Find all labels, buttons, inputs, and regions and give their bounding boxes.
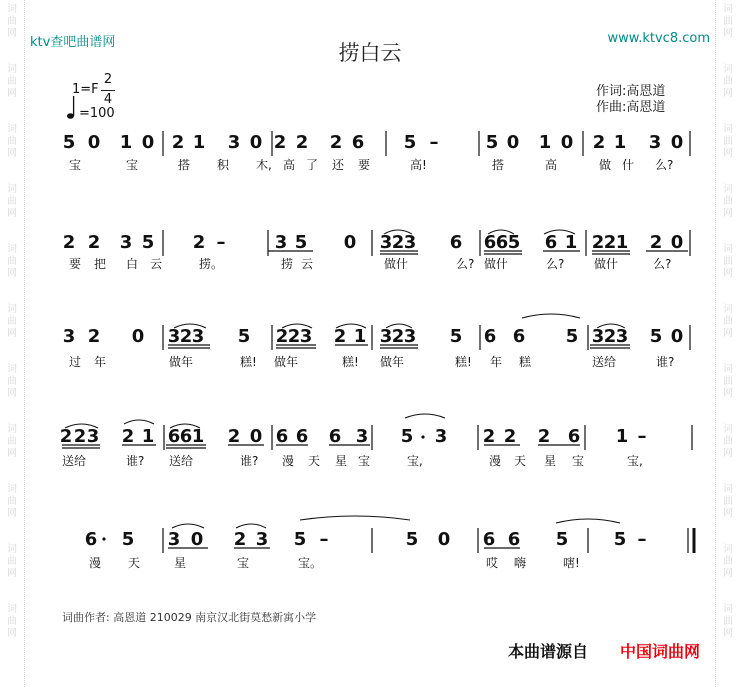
- strip-char: 曲: [7, 436, 17, 447]
- strip-char: 词: [7, 364, 17, 375]
- score-note: 0: [670, 132, 684, 153]
- score-lyric: 高!: [410, 158, 427, 172]
- score-lyric: 宝。: [298, 556, 323, 570]
- score-lyric: 嗐!: [563, 556, 580, 570]
- score-note: 6: [84, 529, 98, 550]
- augmentation-dot: [421, 435, 424, 438]
- score-note: –: [429, 132, 439, 153]
- score-lyric: 么?: [655, 158, 674, 172]
- strip-char: 曲: [723, 256, 733, 267]
- score-note: 1: [538, 132, 552, 153]
- strip-char: 网: [723, 88, 733, 99]
- score-note: 3: [62, 326, 76, 347]
- score-lyric: 宝: [572, 454, 585, 468]
- score-lyric: 漫: [282, 454, 295, 468]
- score-note: 5: [507, 232, 521, 253]
- score-lyric: 高: [283, 158, 296, 172]
- score-note: 1: [192, 132, 206, 153]
- strip-char: 曲: [723, 316, 733, 327]
- score-note: 5: [294, 232, 308, 253]
- score-note: 5: [237, 326, 251, 347]
- tempo-marking: =100: [79, 106, 115, 121]
- score-note: 5: [293, 529, 307, 550]
- score-lyric: 么?: [456, 257, 475, 271]
- strip-char: 网: [723, 148, 733, 159]
- strip-char: 曲: [7, 16, 17, 27]
- score-note: 3: [615, 326, 629, 347]
- key-signature: 1=F: [72, 82, 99, 97]
- score-note: 2: [227, 426, 241, 447]
- score-note: 6: [495, 232, 509, 253]
- site-watermark-right: www.ktvc8.com: [607, 31, 710, 46]
- strip-char: 网: [7, 208, 17, 219]
- score-note: 3: [379, 326, 393, 347]
- score-lyric: 还: [332, 158, 345, 172]
- score-lyric: 么?: [653, 257, 672, 271]
- score-note: 6: [482, 529, 496, 550]
- score-lyric: 宝: [69, 158, 82, 172]
- slur-arc: [124, 420, 154, 424]
- score-note: 2: [503, 426, 517, 447]
- score-lyric: 要: [358, 158, 371, 172]
- score-note: 3: [591, 326, 605, 347]
- strip-char: 网: [723, 268, 733, 279]
- strip-char: 词: [723, 244, 733, 255]
- score-note: 1: [615, 232, 629, 253]
- strip-char: 曲: [7, 256, 17, 267]
- score-lyric: 宝,: [627, 454, 643, 468]
- strip-char: 词: [7, 4, 17, 15]
- score-lyric: 宝: [126, 158, 139, 172]
- score-note: 3: [434, 426, 448, 447]
- strip-char: 词: [7, 244, 17, 255]
- score-note: 3: [648, 132, 662, 153]
- score-note: 0: [249, 132, 263, 153]
- score-lyric: 宝: [358, 454, 371, 468]
- strip-char: 词: [723, 424, 733, 435]
- score-lyric: 做年: [274, 355, 299, 369]
- score-note: 3: [167, 529, 181, 550]
- strip-char: 曲: [7, 316, 17, 327]
- strip-char: 曲: [723, 616, 733, 627]
- strip-char: 词: [723, 4, 733, 15]
- score-lyric: 做什: [384, 257, 409, 271]
- strip-char: 曲: [723, 496, 733, 507]
- score-lyric: 把: [94, 257, 107, 271]
- score-note: 6: [179, 426, 193, 447]
- score-lyric: 星: [335, 454, 348, 468]
- score-note: 5: [121, 529, 135, 550]
- score-lyric: 了: [306, 158, 319, 172]
- strip-char: 网: [723, 448, 733, 459]
- strip-char: 词: [7, 184, 17, 195]
- score-lyric: 糕!: [455, 355, 472, 369]
- score-note: 1: [615, 426, 629, 447]
- score-lyric: 搭: [492, 158, 505, 172]
- strip-char: 网: [723, 28, 733, 39]
- score-note: 5: [565, 326, 579, 347]
- strip-char: 网: [7, 388, 17, 399]
- strip-char: 网: [723, 328, 733, 339]
- time-signature-bottom: 4: [103, 92, 113, 107]
- score-note: 0: [249, 426, 263, 447]
- strip-char: 曲: [7, 136, 17, 147]
- score-lyric: 白: [126, 257, 139, 271]
- score-note: 3: [355, 426, 369, 447]
- score-note: 2: [329, 132, 343, 153]
- score-lyric: 要: [69, 257, 82, 271]
- score-note: –: [319, 529, 329, 550]
- site-watermark-left: ktv查吧曲谱网: [30, 35, 116, 50]
- score-note: 6: [449, 232, 463, 253]
- score-note: 2: [233, 529, 247, 550]
- score-note: 5: [62, 132, 76, 153]
- score-note: 0: [560, 132, 574, 153]
- score-note: 2: [391, 232, 405, 253]
- score-note: 0: [131, 326, 145, 347]
- score-note: 1: [564, 232, 578, 253]
- score-lyric: 做什: [484, 257, 509, 271]
- score-note: 3: [119, 232, 133, 253]
- score-note: 5: [613, 529, 627, 550]
- strip-char: 网: [723, 208, 733, 219]
- score-lyric: 天: [128, 556, 141, 570]
- strip-char: 曲: [723, 76, 733, 87]
- score-note: 2: [333, 326, 347, 347]
- score-note: 1: [191, 426, 205, 447]
- score-note: 2: [482, 426, 496, 447]
- strip-char: 曲: [723, 376, 733, 387]
- score-note: 2: [603, 232, 617, 253]
- score-note: 0: [437, 529, 451, 550]
- score-note: 5: [555, 529, 569, 550]
- score-lyric: 云: [301, 257, 314, 271]
- source-site-name: 中国词曲网: [620, 642, 701, 661]
- strip-char: 网: [723, 388, 733, 399]
- strip-char: 网: [723, 628, 733, 639]
- score-note: 1: [119, 132, 133, 153]
- slur-arc: [405, 414, 445, 418]
- strip-char: 词: [723, 364, 733, 375]
- strip-char: 网: [7, 28, 17, 39]
- strip-char: 网: [7, 448, 17, 459]
- score-lyric: 捞: [281, 257, 294, 271]
- strip-char: 网: [7, 568, 17, 579]
- score-note: 5: [403, 132, 417, 153]
- score-lyric: 过: [69, 355, 82, 369]
- score-lyric: 星: [174, 556, 187, 570]
- slur-arc: [522, 314, 580, 318]
- score-lyric: 云: [150, 257, 163, 271]
- strip-char: 网: [7, 268, 17, 279]
- strip-char: 网: [7, 508, 17, 519]
- strip-char: 词: [7, 64, 17, 75]
- strip-char: 词: [7, 124, 17, 135]
- score-lyric: 哎: [486, 556, 499, 570]
- score-note: 2: [537, 426, 551, 447]
- score-note: 0: [141, 132, 155, 153]
- score-lyric: 谁?: [240, 454, 259, 468]
- score-note: 3: [191, 326, 205, 347]
- strip-char: 曲: [7, 556, 17, 567]
- score-note: –: [637, 426, 647, 447]
- score-note: 6: [512, 326, 526, 347]
- score-lyric: 天: [514, 454, 527, 468]
- score-note: 0: [343, 232, 357, 253]
- score-note: 2: [192, 232, 206, 253]
- score-note: 3: [167, 326, 181, 347]
- slur-arc: [300, 516, 410, 520]
- score-lyric: 漫: [489, 454, 502, 468]
- score-note: 1: [353, 326, 367, 347]
- augmentation-dot: [102, 537, 105, 540]
- strip-char: 词: [723, 484, 733, 495]
- strip-char: 曲: [723, 16, 733, 27]
- score-note: 2: [591, 232, 605, 253]
- score-note: 6: [483, 326, 497, 347]
- score-note: 2: [179, 326, 193, 347]
- score-lyric: 做年: [380, 355, 405, 369]
- time-signature-top: 2: [103, 72, 113, 87]
- score-note: 2: [391, 326, 405, 347]
- strip-char: 网: [723, 568, 733, 579]
- slur-arc: [556, 519, 620, 523]
- strip-char: 曲: [7, 496, 17, 507]
- score-note: 2: [295, 132, 309, 153]
- strip-char: 词: [723, 304, 733, 315]
- score-lyric: 糕!: [342, 355, 359, 369]
- score-note: 3: [379, 232, 393, 253]
- score-lyric: 年: [94, 355, 107, 369]
- score-lyric: 宝: [237, 556, 250, 570]
- score-note: 5: [485, 132, 499, 153]
- slur-arc: [172, 524, 204, 528]
- strip-char: 词: [7, 424, 17, 435]
- score-lyric: 做年: [169, 355, 194, 369]
- score-note: 2: [121, 426, 135, 447]
- strip-char: 曲: [723, 196, 733, 207]
- score-note: 2: [603, 326, 617, 347]
- score-note: 2: [273, 132, 287, 153]
- score-lyric: 做什: [594, 257, 619, 271]
- strip-char: 曲: [723, 556, 733, 567]
- score-note: 6: [567, 426, 581, 447]
- score-note: 0: [87, 132, 101, 153]
- strip-char: 词: [723, 64, 733, 75]
- strip-char: 曲: [7, 76, 17, 87]
- composer-credit: 作曲:高恩道: [596, 100, 666, 115]
- strip-char: 词: [7, 304, 17, 315]
- score-note: 3: [403, 326, 417, 347]
- score-note: 3: [86, 426, 100, 447]
- strip-char: 曲: [723, 136, 733, 147]
- score-note: 0: [670, 326, 684, 347]
- strip-char: 词: [723, 124, 733, 135]
- score-note: 1: [613, 132, 627, 153]
- strip-char: 网: [7, 148, 17, 159]
- score-note: 3: [255, 529, 269, 550]
- strip-char: 曲: [7, 196, 17, 207]
- score-lyric: 么?: [546, 257, 565, 271]
- strip-char: 词: [723, 544, 733, 555]
- score-lyric: 高: [545, 158, 558, 172]
- score-note: 0: [670, 232, 684, 253]
- score-note: 2: [287, 326, 301, 347]
- score-lyric: 搭: [178, 158, 191, 172]
- score-note: 5: [141, 232, 155, 253]
- score-lyric: 送给: [62, 454, 87, 468]
- score-lyric: 天: [308, 454, 321, 468]
- slur-arc: [236, 524, 266, 528]
- score-note: 2: [275, 326, 289, 347]
- score-lyric: 星: [544, 454, 557, 468]
- score-lyric: 谁?: [126, 454, 145, 468]
- strip-char: 网: [723, 508, 733, 519]
- score-note: 2: [649, 232, 663, 253]
- score-lyric: 年: [490, 355, 503, 369]
- score-note: 1: [141, 426, 155, 447]
- score-note: 6: [275, 426, 289, 447]
- page-title: 捞白云: [338, 41, 402, 65]
- strip-char: 词: [723, 604, 733, 615]
- score-lyric: 捞。: [199, 257, 224, 271]
- strip-char: 曲: [7, 616, 17, 627]
- strip-char: 曲: [7, 376, 17, 387]
- score-lyric: 漫: [89, 556, 102, 570]
- score-note: 0: [190, 529, 204, 550]
- source-label: 本曲谱源自: [508, 642, 589, 661]
- score-note: 0: [506, 132, 520, 153]
- strip-char: 曲: [723, 436, 733, 447]
- strip-char: 网: [7, 628, 17, 639]
- score-note: 2: [171, 132, 185, 153]
- score-lyric: 糕!: [240, 355, 257, 369]
- strip-char: 词: [7, 544, 17, 555]
- score-note: 2: [87, 326, 101, 347]
- score-lyric: 糕: [519, 355, 532, 369]
- score-note: 3: [274, 232, 288, 253]
- score-note: 6: [544, 232, 558, 253]
- score-note: 5: [400, 426, 414, 447]
- score-lyric: 积: [217, 158, 230, 172]
- strip-char: 词: [7, 604, 17, 615]
- score-note: 6: [328, 426, 342, 447]
- score-note: –: [637, 529, 647, 550]
- score-note: 2: [59, 426, 73, 447]
- score-note: 6: [351, 132, 365, 153]
- score-note: 2: [73, 426, 87, 447]
- strip-char: 词: [7, 484, 17, 495]
- score-note: 6: [507, 529, 521, 550]
- score-note: 6: [167, 426, 181, 447]
- author-credits: 词曲作者: 高恩道 210029 南京汉北街莫愁新寓小学: [62, 611, 317, 624]
- score-lyric: 木,: [256, 158, 272, 172]
- strip-char: 网: [7, 88, 17, 99]
- score-note: 2: [62, 232, 76, 253]
- score-lyric: 送给: [169, 454, 194, 468]
- score-lyric: 宝,: [407, 454, 423, 468]
- score-note: 6: [295, 426, 309, 447]
- score-note: 5: [405, 529, 419, 550]
- strip-char: 网: [7, 328, 17, 339]
- score-note: 5: [449, 326, 463, 347]
- lyricist-credit: 作词:高恩道: [596, 84, 666, 99]
- score-note: 3: [403, 232, 417, 253]
- score-lyric: 谁?: [656, 355, 675, 369]
- score-note: 5: [649, 326, 663, 347]
- score-note: 2: [592, 132, 606, 153]
- score-note: 6: [483, 232, 497, 253]
- score-lyric: 什: [622, 158, 635, 172]
- score-note: –: [216, 232, 226, 253]
- score-lyric: 做: [599, 158, 612, 172]
- strip-char: 词: [723, 184, 733, 195]
- score-lyric: 送给: [592, 355, 617, 369]
- score-lyric: 嗨: [514, 556, 527, 570]
- score-note: 2: [87, 232, 101, 253]
- score-note: 3: [227, 132, 241, 153]
- score-note: 3: [299, 326, 313, 347]
